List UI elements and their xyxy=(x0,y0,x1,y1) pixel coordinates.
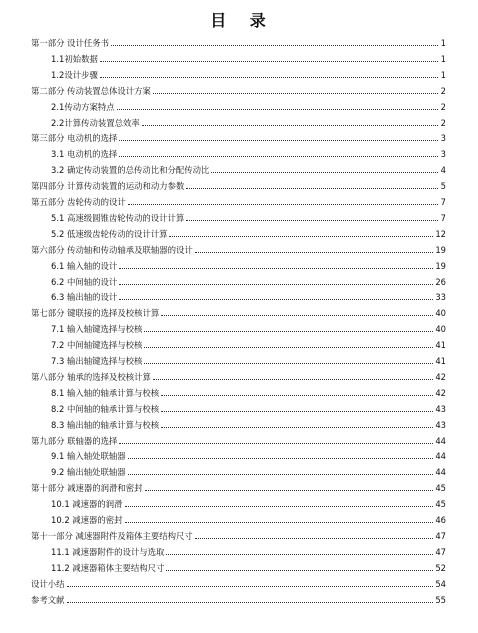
toc-entry-label: 6.1 输入轴的设计 xyxy=(51,260,118,271)
dot-leader xyxy=(125,506,434,507)
dot-leader xyxy=(195,538,434,539)
toc-entry[interactable] xyxy=(51,160,446,176)
toc-entry-label: 7.1 输入轴键选择与校核 xyxy=(51,324,143,335)
toc-entry-label: 第一部分 设计任务书 xyxy=(31,38,110,48)
toc-entry-label: 11.2 减速器箱体主要结构尺寸 xyxy=(51,562,165,573)
toc-entry[interactable] xyxy=(31,574,446,590)
toc-entry-page-number: 2 xyxy=(440,85,446,96)
toc-entry-label: 3.1 电动机的选择 xyxy=(51,149,118,160)
toc-entry-page-number: 19 xyxy=(435,244,446,255)
toc-entry-label: 5.1 高速级圆锥齿轮传动的设计计算 xyxy=(51,212,185,223)
dot-leader xyxy=(161,411,433,412)
toc-entry-page-number: 33 xyxy=(435,292,446,303)
toc-entry-page-number: 42 xyxy=(435,387,446,398)
dot-leader xyxy=(100,61,438,62)
toc-entry-page-number: 41 xyxy=(435,340,446,351)
toc-entry[interactable] xyxy=(31,526,446,542)
toc-entry-label: 参考文献 xyxy=(31,594,65,605)
dot-leader xyxy=(119,299,433,300)
toc-entry-label: 第十部分 减速器的润滑和密封 xyxy=(31,483,143,494)
toc-entry-page-number: 2 xyxy=(440,117,446,128)
toc-entry[interactable] xyxy=(31,303,446,319)
dot-leader xyxy=(144,347,433,348)
toc-entry-label: 2.2计算传动装置总效率 xyxy=(51,117,140,128)
dot-leader xyxy=(144,363,433,364)
dot-leader xyxy=(142,125,438,126)
dot-leader xyxy=(128,458,434,459)
toc-entry[interactable] xyxy=(31,128,446,144)
dot-leader xyxy=(166,570,433,571)
toc-entry[interactable] xyxy=(51,272,446,288)
toc-entry-page-number: 45 xyxy=(435,483,446,494)
dot-leader xyxy=(145,490,434,491)
toc-entry-label: 9.1 输入轴处联轴器 xyxy=(51,451,126,462)
toc-entry-page-number: 54 xyxy=(435,578,446,589)
toc-entry[interactable] xyxy=(51,558,446,574)
dot-leader xyxy=(119,443,433,444)
toc-entry-label: 6.2 中间轴的设计 xyxy=(51,276,118,287)
toc-entry-page-number: 46 xyxy=(435,515,446,525)
toc-entry-label: 第七部分 键联接的选择及校核计算 xyxy=(31,308,160,319)
dot-leader xyxy=(144,331,433,332)
toc-entry-page-number: 19 xyxy=(435,260,446,271)
dot-leader xyxy=(161,427,433,428)
toc-entry-label: 9.2 输出轴处联轴器 xyxy=(51,467,126,478)
toc-entry-label: 8.1 输入轴的轴承计算与校核 xyxy=(51,387,160,398)
toc-entry-page-number: 7 xyxy=(440,212,446,223)
toc-entry-label: 第三部分 电动机的选择 xyxy=(31,133,118,144)
dot-leader xyxy=(119,284,433,285)
dot-leader xyxy=(125,522,434,523)
toc-entry-page-number: 43 xyxy=(435,419,446,430)
toc-entry-label: 第六部分 传动轴和传动轴承及联轴器的设计 xyxy=(31,244,193,255)
toc-entry-page-number: 1 xyxy=(440,53,446,64)
dot-leader xyxy=(186,220,438,221)
dot-leader xyxy=(195,252,434,253)
toc-entry-label: 第五部分 齿轮传动的设计 xyxy=(31,197,126,207)
toc-entry-page-number: 45 xyxy=(435,499,446,510)
toc-entry-label: 第八部分 轴承的选择及校核计算 xyxy=(31,371,151,382)
toc-entry-page-number: 4 xyxy=(440,165,446,176)
toc-entry-page-number: 47 xyxy=(435,530,446,541)
toc-entry-label: 1.1初始数据 xyxy=(51,53,98,64)
toc-entry[interactable] xyxy=(51,494,446,510)
toc-entry[interactable] xyxy=(31,431,446,447)
dot-leader xyxy=(119,268,433,269)
toc-entry[interactable] xyxy=(51,415,446,431)
toc-entry-label: 第九部分 联轴器的选择 xyxy=(31,435,118,446)
toc-entry-label: 3.2 确定传动装置的总传动比和分配传动比 xyxy=(51,165,210,176)
toc-entry[interactable] xyxy=(51,446,446,462)
toc-entry-page-number: 47 xyxy=(435,546,446,557)
toc-entry[interactable] xyxy=(51,113,446,129)
toc-entry-page-number: 40 xyxy=(435,324,446,335)
toc-entry-label: 7.3 输出轴键选择与校核 xyxy=(51,356,143,366)
toc-entry-label: 5.2 低速级齿轮传动的设计计算 xyxy=(51,228,168,239)
toc-entry-page-number: 41 xyxy=(435,356,446,366)
toc-entry[interactable] xyxy=(51,256,446,272)
dot-leader xyxy=(100,77,438,78)
toc-entry[interactable] xyxy=(51,97,446,113)
dot-leader xyxy=(161,395,433,396)
dot-leader xyxy=(169,236,433,237)
dot-leader xyxy=(119,140,438,141)
dot-leader xyxy=(211,172,438,173)
toc-entry-label: 1.2设计步骤 xyxy=(51,69,98,80)
dot-leader xyxy=(67,602,434,603)
toc-entry[interactable] xyxy=(51,335,446,351)
dot-leader xyxy=(153,93,438,94)
toc-entry-page-number: 1 xyxy=(440,69,446,80)
toc-entry[interactable] xyxy=(31,192,446,208)
toc-entry[interactable] xyxy=(51,144,446,160)
dot-leader xyxy=(166,554,433,555)
toc-entry[interactable] xyxy=(51,351,446,367)
toc-entry[interactable] xyxy=(31,240,446,256)
dot-leader xyxy=(117,109,438,110)
toc-entry-label: 设计小结 xyxy=(31,578,65,589)
toc-entry-page-number: 7 xyxy=(440,197,446,207)
toc-entry-page-number: 12 xyxy=(435,228,446,239)
dot-leader xyxy=(67,586,434,587)
toc-entry-label: 8.2 中间轴的轴承计算与校核 xyxy=(51,403,160,414)
toc-entry-page-number: 5 xyxy=(440,181,446,192)
toc-entry[interactable] xyxy=(51,383,446,399)
dot-leader xyxy=(161,315,433,316)
toc-entry[interactable] xyxy=(51,319,446,335)
toc-entry-page-number: 44 xyxy=(435,467,446,478)
toc-entry-label: 2.1传动方案特点 xyxy=(51,101,115,112)
toc-entry-page-number: 43 xyxy=(435,403,446,414)
page-title: 目 录 xyxy=(210,11,268,30)
toc-entry[interactable] xyxy=(51,399,446,415)
toc-entry-label: 6.3 输出轴的设计 xyxy=(51,292,118,303)
dot-leader xyxy=(186,188,438,189)
toc-entry-page-number: 40 xyxy=(435,308,446,319)
toc-entry-page-number: 55 xyxy=(435,594,446,605)
dot-leader xyxy=(128,204,438,205)
toc-entry[interactable] xyxy=(51,462,446,478)
toc-entry[interactable] xyxy=(51,510,446,526)
toc-entry-label: 10.2 减速器的密封 xyxy=(51,515,123,525)
toc-entry[interactable] xyxy=(51,208,446,224)
toc-entry[interactable] xyxy=(51,224,446,240)
toc-entry-page-number: 42 xyxy=(435,371,446,382)
toc-entry-page-number: 44 xyxy=(435,451,446,462)
toc-entry-label: 第十一部分 减速器附件及箱体主要结构尺寸 xyxy=(31,530,193,541)
toc-entry-label: 8.3 输出轴的轴承计算与校核 xyxy=(51,419,160,430)
toc-entry-page-number: 1 xyxy=(440,38,446,48)
toc-entry[interactable] xyxy=(51,65,446,81)
toc-entry-label: 第二部分 传动装置总体设计方案 xyxy=(31,85,151,96)
toc-entry-page-number: 44 xyxy=(435,435,446,446)
toc-entry[interactable] xyxy=(51,49,446,65)
toc-entry-page-number: 26 xyxy=(435,276,446,287)
toc-entry-page-number: 2 xyxy=(440,101,446,112)
toc-entry-page-number: 3 xyxy=(440,149,446,160)
toc-entry[interactable] xyxy=(51,287,446,303)
toc-entry-label: 10.1 减速器的润滑 xyxy=(51,499,123,510)
toc-entry[interactable] xyxy=(31,81,446,97)
toc-entry[interactable] xyxy=(31,176,446,192)
dot-leader xyxy=(128,474,434,475)
toc-entry[interactable] xyxy=(31,367,446,383)
toc-entry[interactable] xyxy=(31,478,446,494)
toc-entry-label: 11.1 减速器附件的设计与选取 xyxy=(51,546,165,557)
toc-entry-page-number: 3 xyxy=(440,133,446,144)
toc-entry[interactable] xyxy=(31,33,446,49)
toc-entry-label: 7.2 中间轴键选择与校核 xyxy=(51,340,143,351)
toc-entry[interactable] xyxy=(31,590,446,606)
toc-entry-page-number: 52 xyxy=(435,562,446,573)
toc-entry-label: 第四部分 计算传动装置的运动和动力参数 xyxy=(31,181,185,192)
toc-entry[interactable] xyxy=(51,542,446,558)
dot-leader xyxy=(153,379,433,380)
dot-leader xyxy=(119,156,438,157)
dot-leader xyxy=(111,45,438,46)
